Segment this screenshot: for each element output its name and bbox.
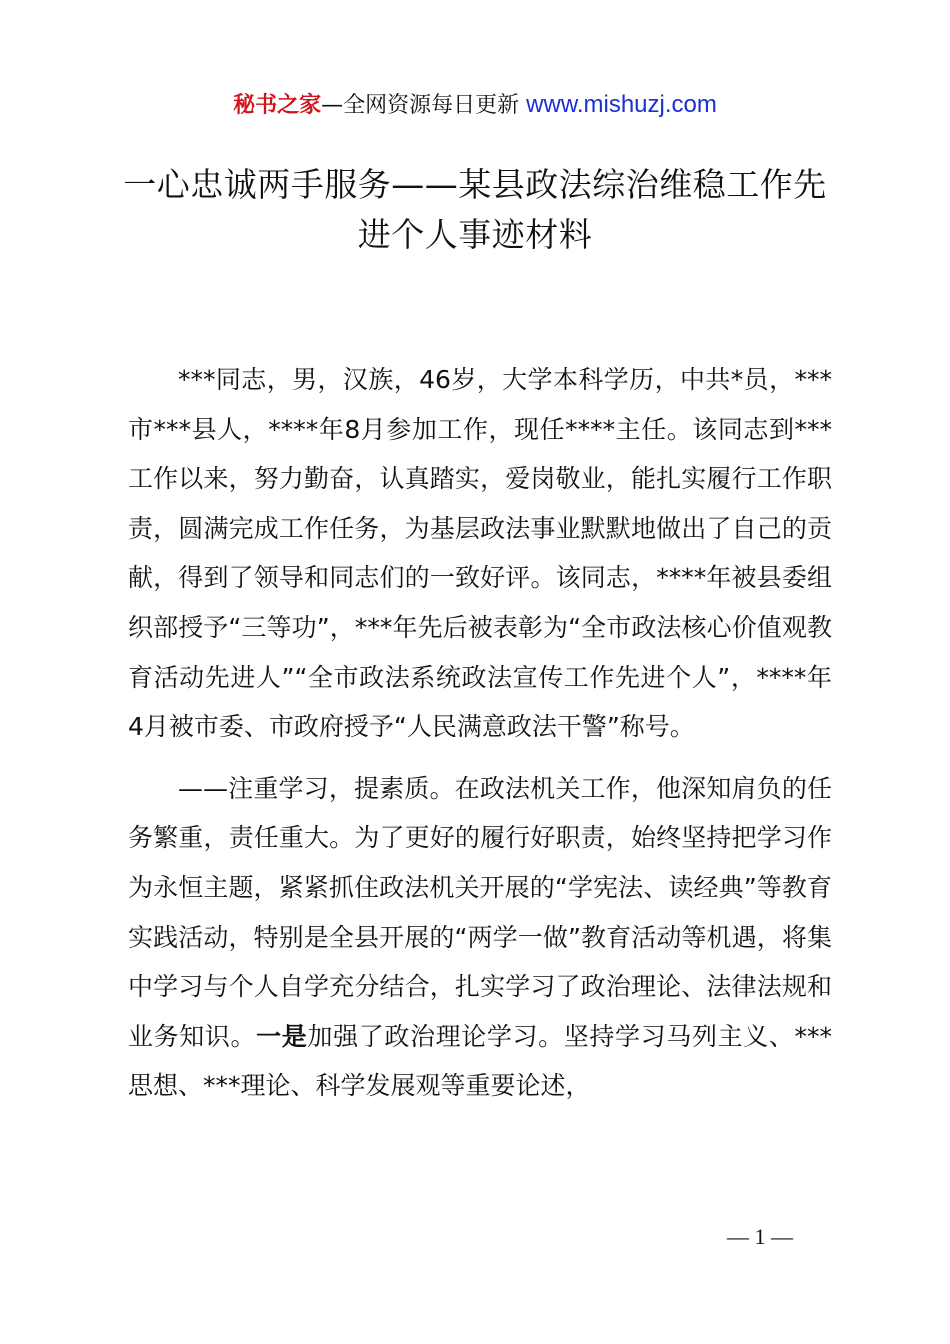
document-body — [128, 355, 832, 1123]
banner-slogan: —全网资源每日更新 — [321, 93, 527, 118]
paragraph-profile: ***同志，男，汉族，46岁，大学本科学历，中共*员，***市***县人，****年8月参加工作，现任****主任。该同志到***工作以来，努力勤奋，认真踏实，爱岗敬业，能扎实履行工作职责，圆满完成工作任务，为基层政法事业默默地做出了自己的贡献，得到了领导和同志们的一致好评。该同志，****年被县委组织部授予“三等功”，***年先后被表彰为“全市政法核心价值观教育活动先进人”“全市政法系统政法宣传工作先进个人”，****年4月被市委、市政府授予“人民满意政法干警”称号。 — [128, 365, 832, 742]
paragraph-study-text-after: 加强了政治理论学习。坚持学习马列主义、***思想、***理论、科学发展观等重要论述， — [128, 1021, 832, 1101]
document-title: 一心忠诚两手服务——某县政法综治维稳工作先进个人事迹材料 — [123, 165, 827, 254]
paragraph-study — [128, 764, 832, 1111]
site-url-link[interactable]: www.mishuzj.com — [526, 91, 717, 118]
paragraph-study-bold-marker: 一是 — [256, 1021, 308, 1051]
paragraph-study-text-before: ——注重学习，提素质。在政法机关工作，他深知肩负的任务繁重，责任重大。为了更好的履行好职责，始终坚持把学习作为永恒主题，紧紧抓住政法机关开展的“学宪法、读经典”等教育实践活动，特别是全县开展的“两学一做”教育活动等机遇，将集中学习与个人自学充分结合，扎实学习了政治理论、法律法规和业务知识。 — [128, 773, 832, 1051]
site-banner — [0, 88, 950, 123]
page-number: — 1 — — [727, 1224, 793, 1249]
brand-name: 秘书之家 — [233, 93, 322, 118]
